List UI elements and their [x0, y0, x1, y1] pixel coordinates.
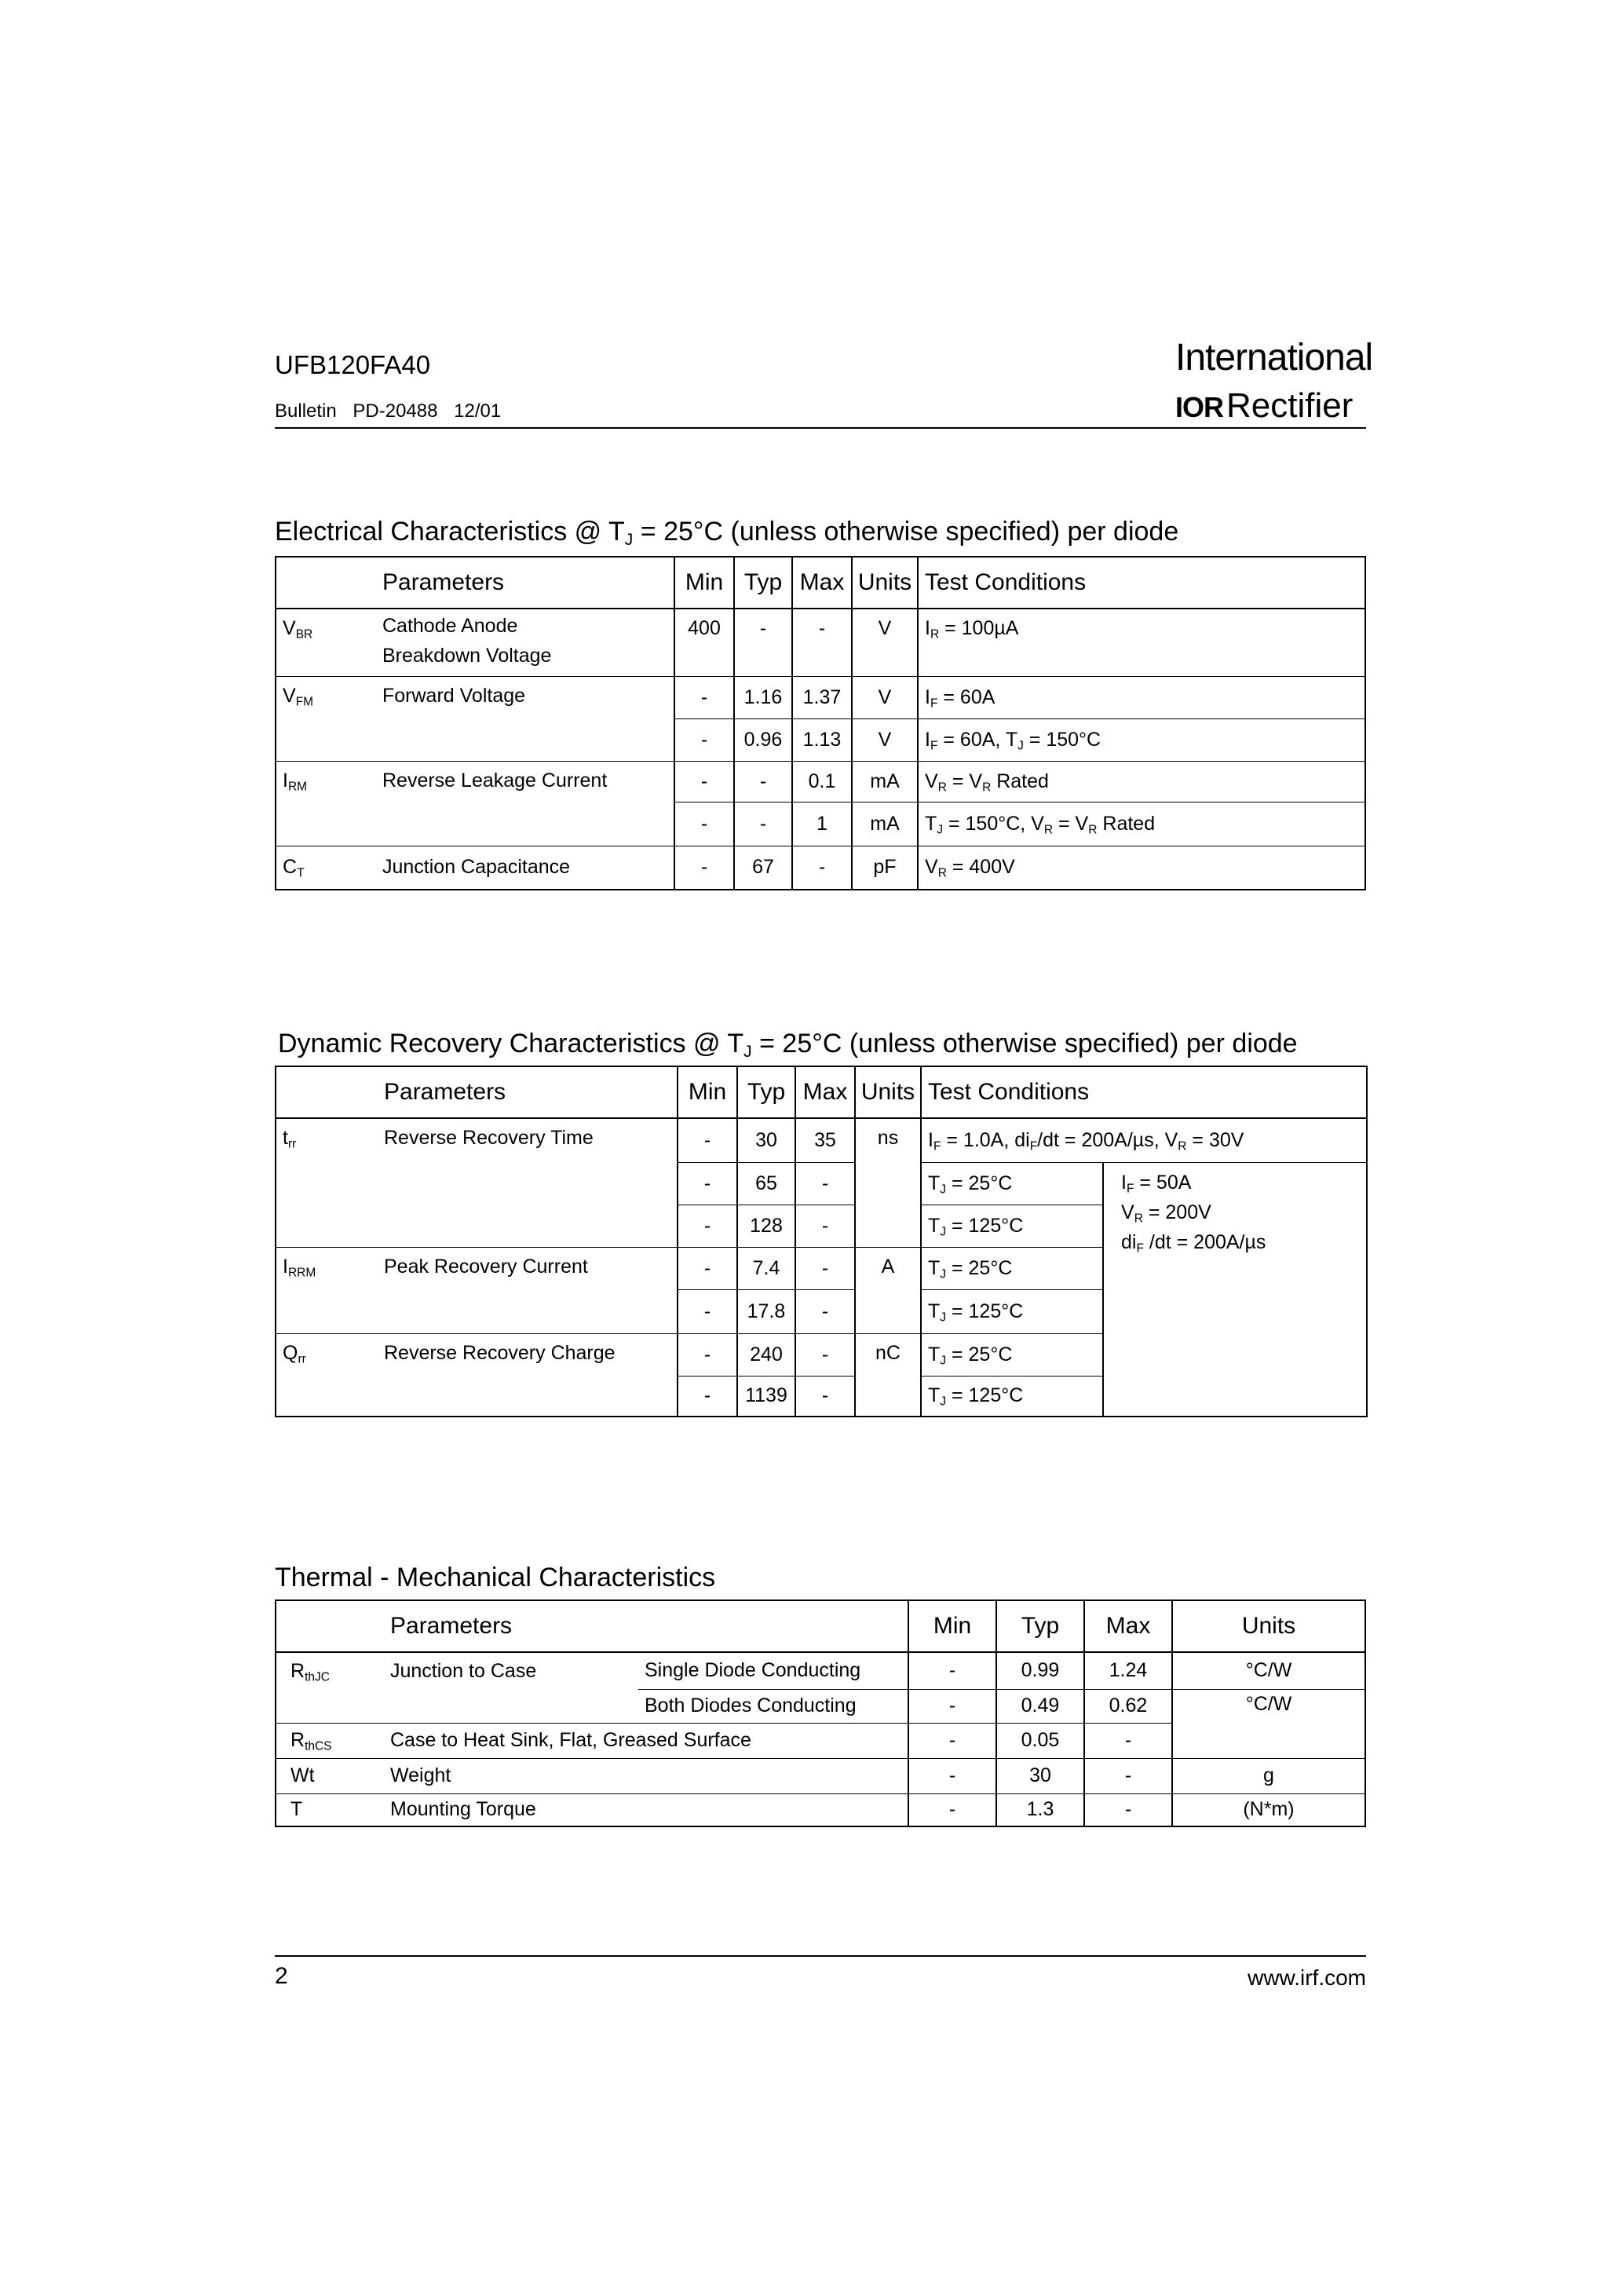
unit-value: V	[852, 676, 918, 718]
max-value: -	[795, 1333, 855, 1376]
symbol-ct: $C_T$	[276, 846, 376, 890]
dynamic-table	[275, 1066, 1368, 1417]
unit-value: V	[852, 609, 918, 676]
test-condition: $T_J = 125^\circ C$	[921, 1376, 1103, 1417]
typ-value: 7.4	[737, 1247, 795, 1289]
header-test-conditions: Test Conditions	[921, 1066, 1367, 1118]
param-peak-recovery-current: Peak Recovery Current	[378, 1247, 678, 1333]
max-value: 1.37	[792, 676, 852, 718]
max-value: -	[1084, 1758, 1172, 1793]
condition-single-diode: Single Diode Conducting	[645, 1659, 861, 1682]
max-value: -	[795, 1376, 855, 1417]
dynamic-title: Dynamic Recovery Characteristics @ $T_J = 25^\circ C$ (unless otherwise specified) per diode	[278, 1029, 1298, 1061]
unit-value: pF	[852, 846, 918, 890]
ior-logo-mark: IOR	[1175, 391, 1224, 423]
test-condition: $T_J = 125^\circ C$	[921, 1205, 1103, 1247]
param-case-to-heat-sink: Case to Heat Sink, Flat, Greased Surface	[384, 1723, 908, 1758]
typ-value: 65	[737, 1162, 795, 1205]
symbol-wt: Wt	[276, 1758, 384, 1793]
symbol-rthjc: $R_{thJC}$	[290, 1659, 330, 1684]
typ-value: 0.96	[734, 718, 792, 761]
max-value: -	[795, 1205, 855, 1247]
electrical-table	[275, 556, 1366, 890]
table-row	[276, 1689, 1365, 1723]
test-condition: $I_F = 60A$, $T_J = 150^\circ C$	[918, 718, 1365, 761]
max-value: -	[1084, 1793, 1172, 1826]
unit-value: V	[852, 718, 918, 761]
typ-value: 17.8	[737, 1289, 795, 1333]
table-row	[276, 1118, 1367, 1162]
unit-value: g	[1172, 1758, 1365, 1793]
header-min: Min	[674, 557, 734, 609]
max-value: -	[792, 846, 852, 890]
header-units: Units	[852, 557, 918, 609]
max-value: 1.13	[792, 718, 852, 761]
table-row	[276, 761, 1365, 802]
unit-value: °C/W	[1172, 1652, 1365, 1689]
header-rule	[275, 427, 1366, 429]
min-value: -	[678, 1118, 737, 1162]
table-row	[276, 1793, 1365, 1826]
param-weight: Weight	[384, 1758, 908, 1793]
typ-value: 30	[737, 1118, 795, 1162]
param-reverse-recovery-charge: Reverse Recovery Charge	[378, 1333, 678, 1417]
shared-test-conditions: $I_F = 50A$ $V_R = 200V$ $di_F$ /dt = 200A/µs	[1103, 1162, 1367, 1417]
max-value: -	[1084, 1723, 1172, 1758]
min-value: -	[678, 1162, 737, 1205]
param-reverse-leakage: Reverse Leakage Current	[376, 761, 674, 846]
symbol-rthcs: $R_{thCS}$	[276, 1723, 384, 1758]
bulletin-line	[275, 400, 512, 422]
min-value: -	[674, 676, 734, 718]
company-logo	[1175, 386, 1353, 426]
param-junction-capacitance: Junction Capacitance	[376, 846, 674, 890]
table-row	[276, 1652, 1365, 1689]
max-value: 1	[792, 802, 852, 846]
min-value: -	[678, 1247, 737, 1289]
header-units: Units	[855, 1066, 921, 1118]
test-condition: $V_R = V_R$ Rated	[918, 761, 1365, 802]
unit-value: ns	[855, 1118, 921, 1247]
page-number: 2	[275, 1963, 288, 1989]
table-header	[276, 557, 1365, 609]
typ-value: 1.16	[734, 676, 792, 718]
min-value: 400	[674, 609, 734, 676]
header-parameters: Parameters	[376, 557, 674, 609]
bulletin-date: 12/01	[454, 400, 502, 422]
bulletin-label: Bulletin	[275, 400, 337, 422]
max-value: 0.62	[1084, 1689, 1172, 1723]
test-condition: $V_R = 400V$	[918, 846, 1365, 890]
unit-value: nC	[855, 1333, 921, 1417]
header-max: Max	[1084, 1600, 1172, 1652]
footer-url[interactable]: www.irf.com	[1248, 1965, 1366, 1990]
test-condition: $I_F = 1.0A$, $di_F/dt = 200A/\mu s$, $V_R = 30V$	[921, 1118, 1367, 1162]
table-row	[276, 1758, 1365, 1793]
min-value: -	[678, 1205, 737, 1247]
header-typ: Typ	[734, 557, 792, 609]
electrical-title: Electrical Characteristics @ $T_J = 25^\circ C$ (unless otherwise specified) per diode	[275, 517, 1179, 549]
thermal-title: Thermal - Mechanical Characteristics	[275, 1563, 716, 1592]
unit-value: (N*m)	[1172, 1793, 1365, 1826]
max-value: -	[795, 1247, 855, 1289]
param-junction-to-case: Junction to Case	[390, 1659, 537, 1682]
typ-value: 240	[737, 1333, 795, 1376]
min-value: -	[678, 1333, 737, 1376]
test-condition: $T_J = 125^\circ C$	[921, 1289, 1103, 1333]
max-value: 1.24	[1084, 1652, 1172, 1689]
typ-value: 1139	[737, 1376, 795, 1417]
typ-value: 30	[996, 1758, 1084, 1793]
header-max: Max	[792, 557, 852, 609]
symbol-vfm: $V_{FM}$	[276, 676, 376, 761]
typ-value: 67	[734, 846, 792, 890]
typ-value: 0.49	[996, 1689, 1084, 1723]
unit-value: mA	[852, 761, 918, 802]
typ-value: 128	[737, 1205, 795, 1247]
symbol-irm: $I_{RM}$	[276, 761, 376, 846]
table-row	[276, 609, 1365, 676]
test-condition: $I_F = 60A$	[918, 676, 1365, 718]
typ-value: 0.99	[996, 1652, 1084, 1689]
symbol-qrr: $Q_{rr}$	[276, 1333, 378, 1417]
min-value: -	[908, 1723, 996, 1758]
header-units: Units	[1172, 1600, 1365, 1652]
test-condition: $T_J = 25^\circ C$	[921, 1162, 1103, 1205]
min-value: -	[674, 761, 734, 802]
typ-value: 1.3	[996, 1793, 1084, 1826]
header-test-conditions: Test Conditions	[918, 557, 1365, 609]
min-value: -	[674, 802, 734, 846]
symbol-vbr: $V_{BR}$	[283, 617, 313, 642]
table-row	[276, 846, 1365, 890]
table-header	[276, 1066, 1367, 1118]
header-min: Min	[908, 1600, 996, 1652]
min-value: -	[908, 1758, 996, 1793]
min-value: -	[674, 718, 734, 761]
header-parameters: Parameters	[378, 1066, 678, 1118]
param-mounting-torque: Mounting Torque	[384, 1793, 908, 1826]
header-typ: Typ	[996, 1600, 1084, 1652]
symbol-irrm: $I_{RRM}$	[276, 1247, 378, 1333]
min-value: -	[908, 1793, 996, 1826]
typ-value: 0.05	[996, 1723, 1084, 1758]
thermal-table	[275, 1600, 1366, 1827]
min-value: -	[678, 1289, 737, 1333]
max-value: 0.1	[792, 761, 852, 802]
param-reverse-recovery-time: Reverse Recovery Time	[384, 1127, 594, 1149]
part-number: UFB120FA40	[275, 350, 431, 379]
typ-value: -	[734, 609, 792, 676]
unit-value: A	[855, 1247, 921, 1333]
min-value: -	[908, 1652, 996, 1689]
param-forward-voltage: Forward Voltage	[376, 676, 674, 761]
test-condition: $I_R = 100\mu A$	[918, 609, 1365, 676]
test-condition: $T_J = 150^\circ C$, $V_R = V_R$ Rated	[918, 802, 1365, 846]
logo-rectifier: Rectifier	[1226, 386, 1353, 425]
test-condition: $T_J = 25^\circ C$	[921, 1333, 1103, 1376]
symbol-t: T	[276, 1793, 384, 1826]
typ-value: -	[734, 802, 792, 846]
unit-value: mA	[852, 802, 918, 846]
symbol-trr: $t_{rr}$	[283, 1127, 297, 1151]
min-value: -	[678, 1376, 737, 1417]
header-typ: Typ	[737, 1066, 795, 1118]
condition-both-diodes: Both Diodes Conducting	[638, 1689, 908, 1723]
param-breakdown-voltage: Cathode Anode Breakdown Voltage	[382, 615, 552, 667]
logo-international: International	[1175, 337, 1373, 378]
max-value: -	[792, 609, 852, 676]
max-value: -	[795, 1162, 855, 1205]
table-header	[276, 1600, 1365, 1652]
min-value: -	[908, 1689, 996, 1723]
test-condition: $T_J = 25^\circ C$	[921, 1247, 1103, 1289]
footer-rule	[275, 1955, 1366, 1957]
header-max: Max	[795, 1066, 855, 1118]
table-row	[276, 676, 1365, 718]
max-value: 35	[795, 1118, 855, 1162]
typ-value: -	[734, 761, 792, 802]
max-value: -	[795, 1289, 855, 1333]
min-value: -	[674, 846, 734, 890]
bulletin-number: PD-20488	[353, 400, 438, 422]
unit-value: °C/W	[1172, 1689, 1365, 1758]
header-min: Min	[678, 1066, 737, 1118]
header-parameters: Parameters	[384, 1600, 908, 1652]
